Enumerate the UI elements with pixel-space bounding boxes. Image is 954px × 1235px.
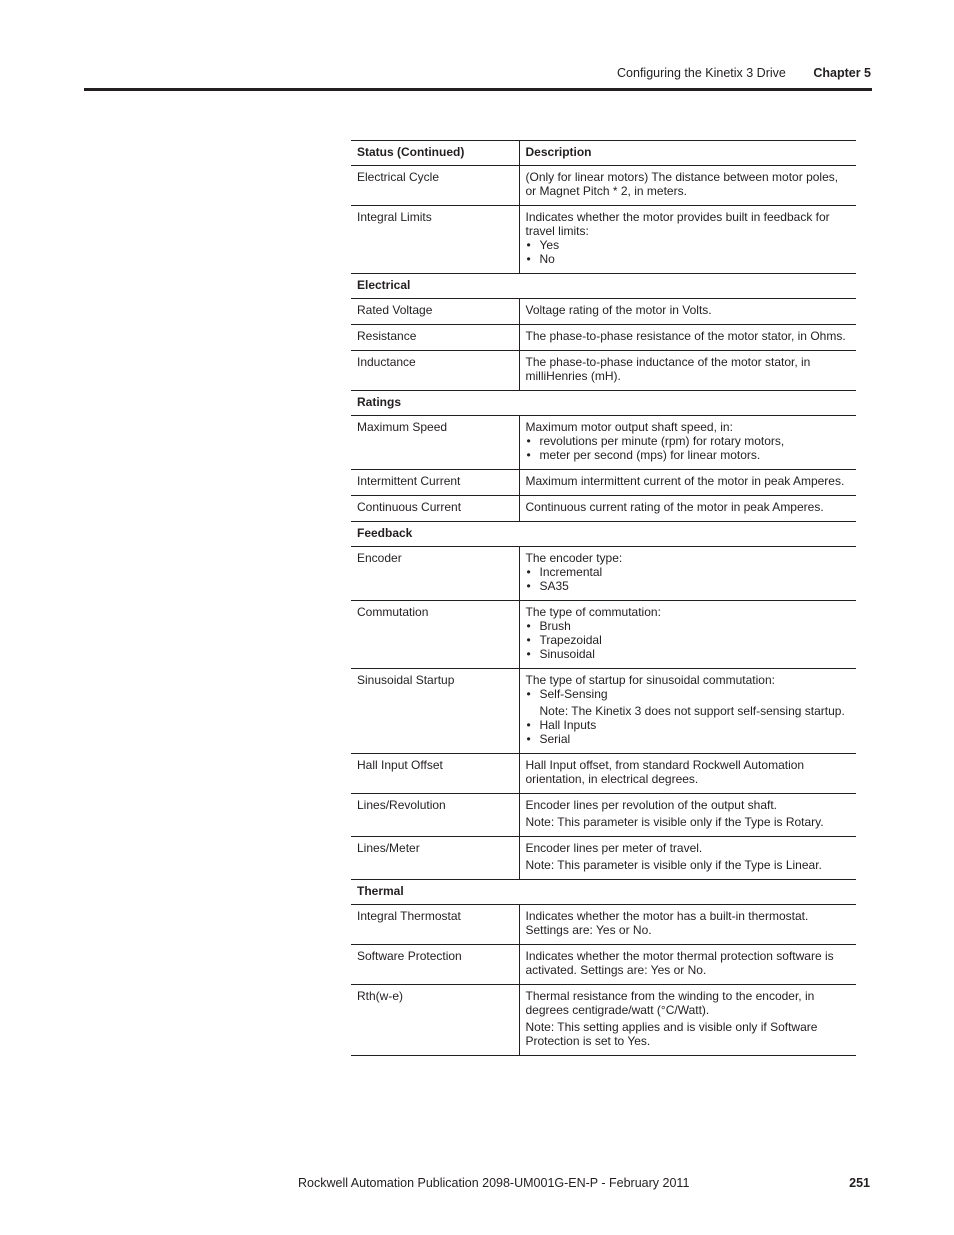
header-chapter-label: Chapter 5 (813, 66, 871, 80)
note-text: Note: This parameter is visible only if the Type is Linear. (525, 858, 822, 872)
parameter-description (519, 416, 856, 470)
parameter-name: Sinusoidal Startup (351, 669, 519, 754)
parameter-description (519, 794, 856, 837)
parameter-name: Integral Limits (351, 206, 519, 274)
publication-info: Rockwell Automation Publication 2098-UM001G-EN-P - February 2011 (298, 1176, 690, 1190)
list-item: • Incremental (526, 565, 851, 579)
description-text: Encoder lines per meter of travel. (525, 841, 703, 855)
list-item: • Trapezoidal (526, 633, 851, 647)
header-section-title: Configuring the Kinetix 3 Drive (617, 66, 786, 80)
table-row (351, 416, 856, 470)
section-label: Ratings (351, 391, 856, 416)
parameter-description: The phase-to-phase inductance of the motor stator, in milliHenries (mH). (519, 351, 856, 391)
parameter-name: Rated Voltage (351, 299, 519, 325)
parameter-description: (Only for linear motors) The distance between motor poles, or Magnet Pitch * 2, in meters. (519, 166, 856, 206)
parameter-name: Rth(w-e) (351, 985, 519, 1056)
table-row (351, 945, 856, 985)
list-item: • Serial (526, 732, 851, 746)
parameter-name: Commutation (351, 601, 519, 669)
parameter-description: Hall Input offset, from standard Rockwell Automation orientation, in electrical degrees. (519, 754, 856, 794)
bullet-list (526, 718, 851, 746)
page-footer (0, 1170, 954, 1200)
description-text: The type of commutation: (525, 605, 661, 619)
parameter-name: Hall Input Offset (351, 754, 519, 794)
note-text: Note: This setting applies and is visible only if Software Protection is set to Yes. (525, 1020, 818, 1048)
page-number: 251 (849, 1176, 870, 1190)
parameter-description (519, 669, 856, 754)
section-label: Feedback (351, 522, 856, 547)
column-header-status: Status (Continued) (351, 141, 519, 166)
table-row (351, 905, 856, 945)
parameter-description: Continuous current rating of the motor in peak Amperes. (519, 496, 856, 522)
section-row-ratings (351, 391, 856, 416)
bullet-list (526, 619, 851, 661)
list-item: • Yes (526, 238, 851, 252)
bullet-list (526, 238, 851, 266)
parameter-description: Indicates whether the motor has a built-in thermostat. Settings are: Yes or No. (519, 905, 856, 945)
description-text: The encoder type: (525, 551, 623, 565)
list-item: • revolutions per minute (rpm) for rotary motors, (526, 434, 851, 448)
table-row (351, 470, 856, 496)
table-row (351, 669, 856, 754)
list-item: • Self-Sensing (526, 687, 851, 701)
bullet-list (526, 565, 851, 593)
note-text: Note: The Kinetix 3 does not support self-sensing startup. (539, 704, 845, 718)
list-item: • No (526, 252, 851, 266)
description-text: The type of startup for sinusoidal commutation: (525, 673, 775, 687)
bullet-list (526, 687, 851, 701)
table-row (351, 206, 856, 274)
section-row-thermal (351, 880, 856, 905)
table-row (351, 299, 856, 325)
parameter-description: Voltage rating of the motor in Volts. (519, 299, 856, 325)
page-header (0, 0, 954, 96)
list-item: • meter per second (mps) for linear motors. (526, 448, 851, 462)
table-row (351, 754, 856, 794)
parameter-name: Integral Thermostat (351, 905, 519, 945)
section-row-feedback (351, 522, 856, 547)
list-item: • SA35 (526, 579, 851, 593)
parameter-name: Continuous Current (351, 496, 519, 522)
table-row (351, 547, 856, 601)
status-parameter-table-container (351, 140, 856, 1056)
header-rule (84, 88, 872, 91)
parameter-description (519, 601, 856, 669)
table-row (351, 496, 856, 522)
bullet-list (526, 434, 851, 462)
status-parameter-table (351, 140, 856, 1056)
parameter-name: Software Protection (351, 945, 519, 985)
parameter-name: Lines/Meter (351, 837, 519, 880)
parameter-description: Maximum intermittent current of the motor in peak Amperes. (519, 470, 856, 496)
parameter-description (519, 985, 856, 1056)
description-text: Maximum motor output shaft speed, in: (525, 420, 733, 434)
table-row (351, 794, 856, 837)
description-text: Thermal resistance from the winding to the encoder, in degrees centigrade/watt (°C/Watt). (525, 989, 815, 1017)
parameter-description (519, 547, 856, 601)
list-item: • Hall Inputs (526, 718, 851, 732)
table-row (351, 601, 856, 669)
description-text: Indicates whether the motor provides built in feedback for travel limits: (525, 210, 830, 238)
description-text: Encoder lines per revolution of the output shaft. (525, 798, 777, 812)
parameter-name: Inductance (351, 351, 519, 391)
parameter-description (519, 206, 856, 274)
list-item: • Brush (526, 619, 851, 633)
parameter-name: Intermittent Current (351, 470, 519, 496)
table-row (351, 325, 856, 351)
parameter-name: Encoder (351, 547, 519, 601)
section-label: Thermal (351, 880, 856, 905)
parameter-name: Maximum Speed (351, 416, 519, 470)
parameter-description (519, 837, 856, 880)
table-header-row (351, 141, 856, 166)
section-label: Electrical (351, 274, 856, 299)
parameter-description: Indicates whether the motor thermal protection software is activated. Settings are: Yes or No. (519, 945, 856, 985)
running-header (617, 66, 871, 80)
parameter-name: Resistance (351, 325, 519, 351)
table-row (351, 351, 856, 391)
table-row (351, 166, 856, 206)
parameter-description: The phase-to-phase resistance of the motor stator, in Ohms. (519, 325, 856, 351)
column-header-description: Description (519, 141, 856, 166)
parameter-name: Electrical Cycle (351, 166, 519, 206)
table-row (351, 985, 856, 1056)
parameter-name: Lines/Revolution (351, 794, 519, 837)
list-item: • Sinusoidal (526, 647, 851, 661)
table-row (351, 837, 856, 880)
section-row-electrical (351, 274, 856, 299)
note-text: Note: This parameter is visible only if the Type is Rotary. (525, 815, 824, 829)
